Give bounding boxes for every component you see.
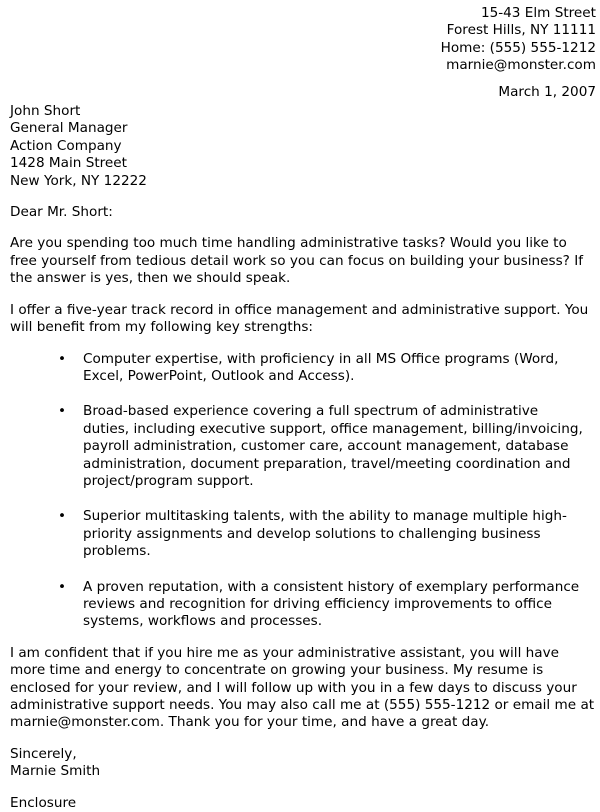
enclosure-notation: Enclosure (10, 794, 77, 811)
bullet-icon: • (58, 508, 67, 525)
list-item (10, 579, 596, 631)
recipient-title: General Manager (10, 120, 128, 137)
recipient-name: John Short (10, 103, 81, 120)
list-item (10, 508, 596, 560)
recipient-address-block (10, 103, 596, 190)
list-item-text: Computer expertise, with proficiency in all MS Office programs (Word, Excel, PowerPoint, Outlook and Access). (83, 350, 559, 384)
sender-phone: Home: (555) 555-1212 (440, 39, 596, 56)
recipient-street: 1428 Main Street (10, 155, 127, 172)
salutation: Dear Mr. Short: (10, 204, 113, 221)
letter-date: March 1, 2007 (498, 83, 596, 100)
list-item-text: A proven reputation, with a consistent history of exemplary performance reviews and recognition for driving efficiency improvements to office systems, workflows and processes. (83, 578, 580, 630)
sender-email: marnie@monster.com (446, 57, 596, 74)
recipient-city-line: New York, NY 12222 (10, 172, 147, 189)
bullet-icon: • (58, 578, 67, 595)
list-item (10, 403, 596, 490)
closing-block (10, 746, 596, 781)
strengths-list (10, 351, 596, 631)
list-item (10, 351, 596, 386)
bullet-icon: • (58, 350, 67, 367)
sender-street: 15-43 Elm Street (480, 5, 596, 21)
list-item-text: Superior multitasking talents, with the ability to manage multiple high-priority assignments and develop solutions to challenging business problems. (83, 508, 567, 560)
sender-city-line: Forest Hills, NY 11111 (446, 22, 596, 39)
closing-paragraph: I am confident that if you hire me as your administrative assistant, you will have more time and energy to concentrate on growing your business. My resume is enclosed for your review, and I will follow up with you in a few days to discuss your administrative support needs. You may also call me at (555) 555-1212 or email me at marnie@monster.com. Thank you for your time, and have a great day. (10, 644, 595, 731)
recipient-company: Action Company (10, 137, 122, 154)
cover-letter (10, 5, 596, 812)
opening-paragraph: Are you spending too much time handling administrative tasks? Would you like to free yourself from tedious detail work so you can focus on building your business? If the answer is yes, then we should speak. (10, 235, 583, 287)
bullet-icon: • (58, 403, 67, 420)
strengths-intro-paragraph: I offer a five-year track record in office management and administrative support. You will benefit from my following key strengths: (10, 301, 589, 336)
signature-name: Marnie Smith (10, 763, 101, 780)
valediction: Sincerely, (10, 745, 77, 762)
sender-address-block (10, 5, 596, 75)
list-item-text: Broad-based experience covering a full spectrum of administrative duties, including executive support, office management, billing/invoicing, payroll administration, customer care, account management, database administration, document preparation, travel/meeting coordination and project/program support. (83, 403, 583, 489)
